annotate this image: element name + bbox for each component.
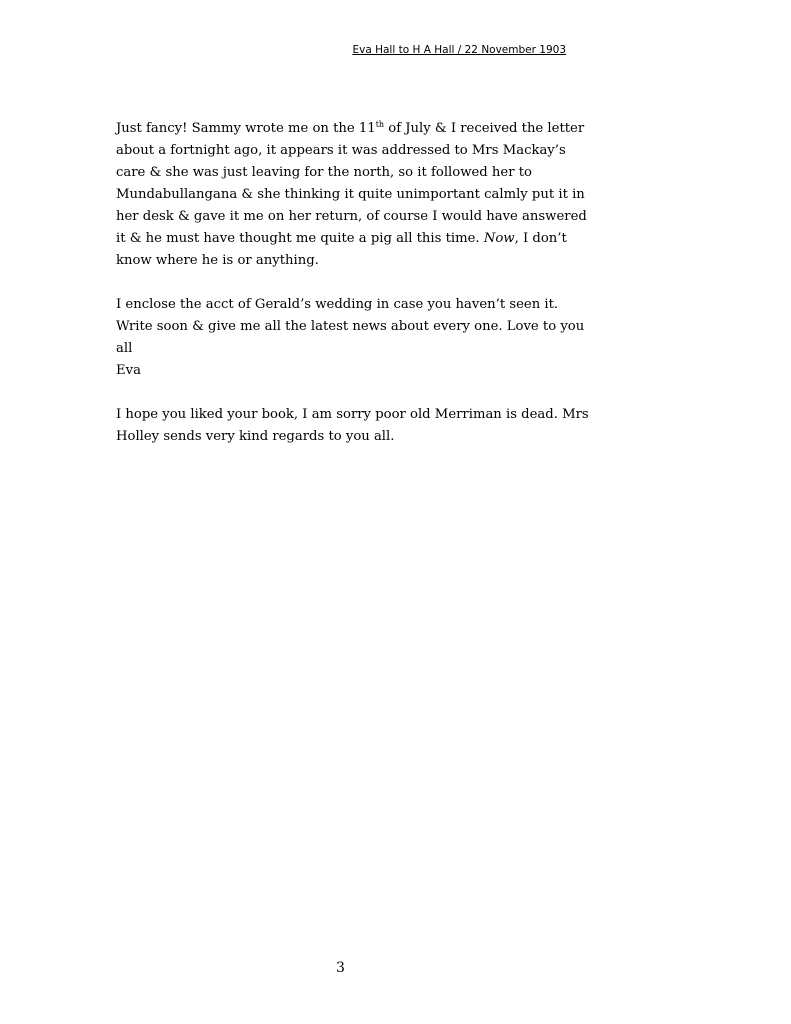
- page-number: 3: [336, 960, 345, 976]
- text-line: Write soon & give me all the latest news about every one. Love to you: [116, 319, 585, 334]
- text-line: her desk & gave it me on her return, of course I would have answered: [116, 209, 587, 224]
- running-header: Eva Hall to H A Hall / 22 November 1903: [352, 44, 566, 56]
- text-line: [116, 118, 585, 140]
- superscript-ordinal: th: [375, 120, 385, 129]
- paragraph-sammy-letter: [116, 118, 587, 272]
- paragraph-postscript: [116, 404, 589, 448]
- signature: Eva: [116, 363, 141, 378]
- text-line: [116, 228, 576, 250]
- text-line: Mundabullangana & she thinking it quite unimportant calmly put it in: [116, 187, 585, 202]
- italic-emphasis: Now: [483, 231, 515, 246]
- text-run: of July & I received the letter: [384, 121, 585, 136]
- text-run: , I don’t: [514, 231, 567, 246]
- text-line: I hope you liked your book, I am sorry poor old Merriman is dead. Mrs: [116, 407, 589, 422]
- text-run: Just fancy! Sammy wrote me on the 11: [116, 121, 376, 136]
- letter-body: [116, 118, 589, 470]
- text-line: know where he is or anything.: [116, 253, 319, 268]
- text-line: Holley sends very kind regards to you all.: [116, 429, 395, 444]
- text-line: about a fortnight ago, it appears it was addressed to Mrs Mackay’s: [116, 143, 566, 158]
- text-line: all: [116, 341, 133, 356]
- text-line: care & she was just leaving for the north, so it followed her to: [116, 165, 532, 180]
- text-line: I enclose the acct of Gerald’s wedding in case you haven’t seen it.: [116, 297, 559, 312]
- text-run: it & he must have thought me quite a pig all this time.: [116, 231, 484, 246]
- paragraph-wedding-and-closing: [116, 294, 585, 382]
